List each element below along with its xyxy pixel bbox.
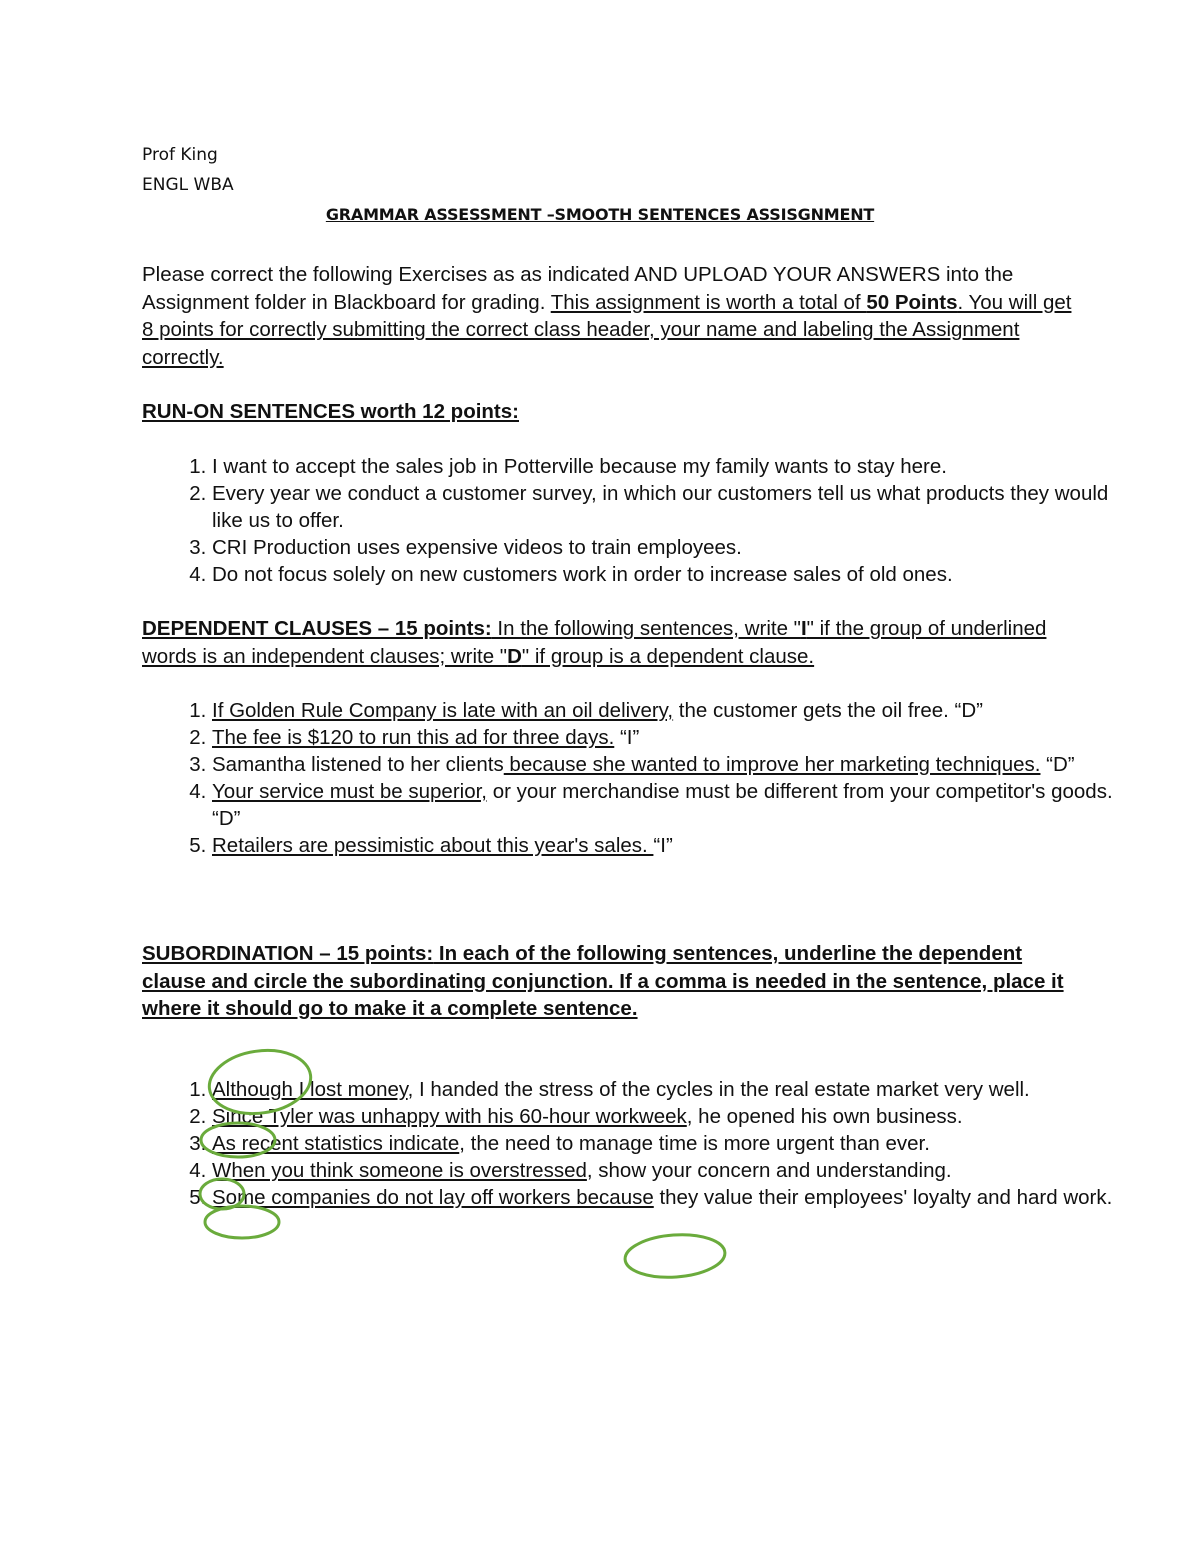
dependent-heading: DEPENDENT CLAUSES – 15 points: In the following sentences, write "I" if the group of underlined words is an independent clauses; write "D" if group is a dependent clause. — [142, 617, 1047, 668]
list-item: 2. The fee is $120 to run this ad for three days. “I” — [212, 724, 1132, 751]
intro-plain: Please correct the following Exercises as as indicated AND UPLOAD YOUR ANSWERS into the Assignment folder in Blackboard for grading. — [142, 263, 1014, 314]
list-item: 2. Since Tyler was unhappy with his 60-hour workweek, he opened his own business. — [212, 1103, 1132, 1130]
circle-because — [624, 1232, 727, 1281]
list-item: 1. If Golden Rule Company is late with an oil delivery, the customer gets the oil free. “D” — [212, 697, 1132, 724]
intro-points: 50 Points — [866, 290, 958, 314]
list-item: 5. Retailers are pessimistic about this year's sales. “I” — [212, 832, 1132, 859]
list-item: 1. Although I lost money, I handed the stress of the cycles in the real estate market very well. — [212, 1076, 1132, 1103]
subordination-heading: SUBORDINATION – 15 points: In each of the following sentences, underline the dependent clause and circle the subordinating conjunction. If a comma is needed in the sentence, place it where it should go to make it a complete sentence. — [142, 942, 1064, 1020]
dependent-list — [142, 697, 1132, 859]
subordination-list — [142, 1076, 1132, 1211]
list-item: 3. CRI Production uses expensive videos to train employees. — [212, 534, 1132, 561]
intro-paragraph — [142, 261, 1072, 371]
list-item: 4. Your service must be superior, or your merchandise must be different from your competitor's goods. “D” — [212, 778, 1132, 832]
runon-list — [142, 453, 1132, 588]
list-item: 1. I want to accept the sales job in Potterville because my family wants to stay here. — [212, 453, 1132, 480]
list-item: 3. As recent statistics indicate, the need to manage time is more urgent than ever. — [212, 1130, 1132, 1157]
document-title: GRAMMAR ASSESSMENT –SMOOTH SENTENCES ASSISGNMENT — [325, 205, 875, 224]
list-item: 2. Every year we conduct a customer survey, in which our customers tell us what products they would like us to offer. — [212, 480, 1132, 534]
list-item: 5. Some companies do not lay off workers because they value their employees' loyalty and hard work. — [212, 1184, 1132, 1211]
intro-underlined-1: This assignment is worth a total of 50 Points. You will get 8 points for correctly submitting the correct class header, your name and labeling the Assignment correctly. — [142, 290, 1072, 369]
list-item: 4. Do not focus solely on new customers work in order to increase sales of old ones. — [212, 561, 1132, 588]
list-item: 4. When you think someone is overstressed, show your concern and understanding. — [212, 1157, 1132, 1184]
runon-heading: RUN-ON SENTENCES worth 12 points: — [142, 400, 519, 423]
instructor-name: Prof King — [142, 145, 218, 165]
list-item: 3. Samantha listened to her clients because she wanted to improve her marketing techniques. “D” — [212, 751, 1132, 778]
course-code: ENGL WBA — [142, 175, 234, 195]
